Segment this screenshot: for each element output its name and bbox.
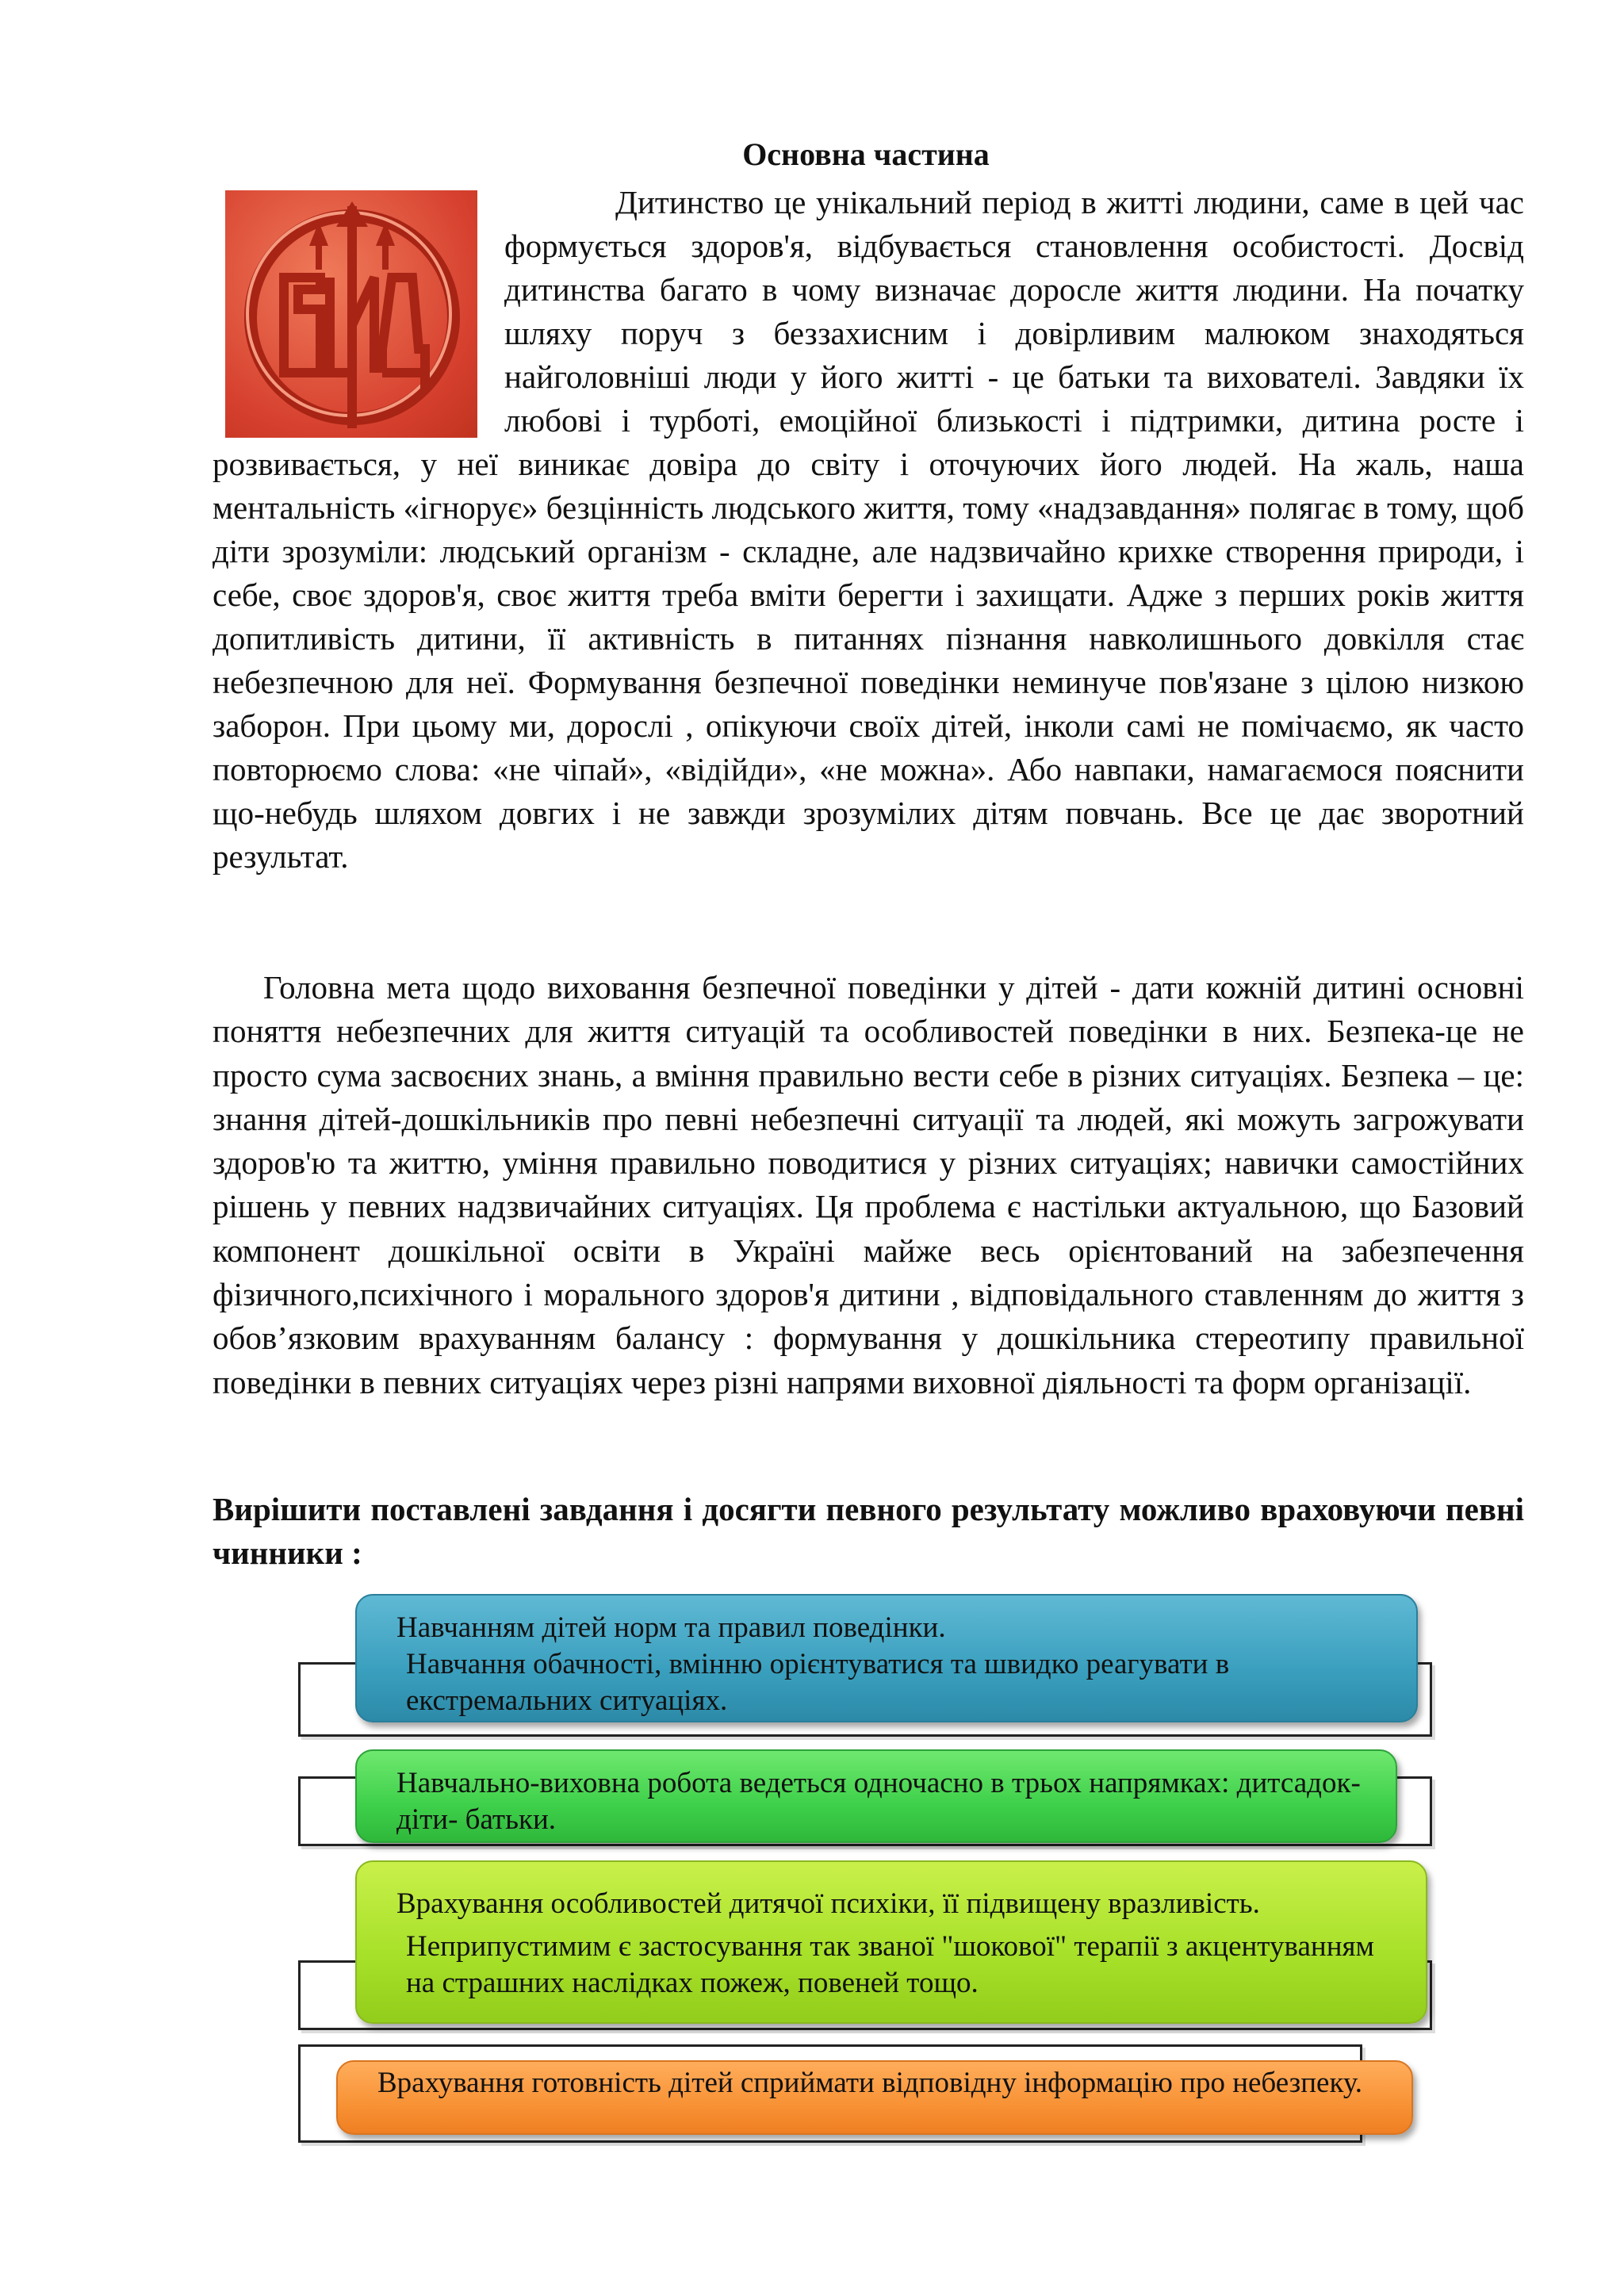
factor-box-3 <box>355 1860 1427 2024</box>
factors-lead-text: Вирішити поставлені завдання і досягти певного результату можливо враховуючи певні чинники : <box>213 1491 1524 1571</box>
section-heading: Основна частина <box>742 136 990 172</box>
intro-paragraph <box>213 181 1524 879</box>
factor-3-line-1: Врахування особливостей дитячої психіки, її підвищену вразливість. <box>396 1887 1260 1920</box>
factor-1-line-2: Навчання обачності, вмінню орієнтуватися та швидко реагувати в екстремальних ситуаціях. <box>406 1648 1230 1717</box>
factor-2-text: Навчально-виховна робота ведеться одночасно в трьох напрямках: дитсадок- діти- батьки. <box>396 1767 1361 1836</box>
main-goal-paragraph: Головна мета щодо виховання безпечної поведінки у дітей - дати кожній дитині основні поняття небезпечних для життя ситуацій та особливостей поведінки в них. Безпека-це не просто сума засвоєних знань, а вміння правильно вести себе в різних ситуаціях. Безпека – це: знання дітей-дошкільників про певні небезпечні ситуації та людей, які можуть загрожувати здоров'ю та життю, уміння правильно поводитися у різних ситуаціях; навички самостійних рішень у певних надзвичайних ситуаціях. Ця проблема є настільки актуальною, що Базовий компонент дошкільної освіти в Україні майже весь орієнтований на забезпечення фізичного,психічного і морального здоров'я дитини , відповідального ставленням до життя з обов’язковим врахуванням балансу : формування у дошкільника стереотипу правильної поведінки в певних ситуаціях через різні напрями виховної діяльності та форм організації. <box>213 969 1524 1400</box>
factor-1-line-1: Навчанням дітей норм та правил поведінки. <box>396 1611 946 1644</box>
factor-box-2 <box>355 1749 1397 1843</box>
factor-3-line-2: Неприпустимим є застосування так званої "шокової" терапії з акцентуванням на страшних наслідках пожеж, повеней тощо. <box>406 1930 1374 1999</box>
factor-box-1 <box>355 1594 1418 1722</box>
factor-4-text: Врахування готовність дітей сприймати відповідну інформацію про небезпеку. <box>377 2067 1362 2099</box>
intro-text: Дитинство це унікальний період в житті людини, саме в цей час формується здоров'я, відбувається становлення особистості. Досвід дитинства багато в чому визначає доросле життя людини. На початку шляху поруч з беззахисним і довірливим малюком знаходяться найголовніші люди у його житті - це батьки та вихователі. Завдяки їх любові і турботі, емоційної близькості і підтримки, дитина росте і розвивається, у неї виникає довіра до світу і оточуючих його людей. На жаль, наша ментальність «ігнорує» безцінність людського життя, тому «надзавдання» полягає в тому, щоб діти зрозуміли: людський організм - складне, але надзвичайно крихке створення природи, і себе, своє здоров'я, своє життя треба вміти берегти і захищати. Адже з перших років життя допитливість дитини, її активність в питаннях пізнання навколишнього довкілля стає небезпечною для неї. Формування безпечної поведінки неминуче пов'язане з цілою низкою заборон. При цьому ми, дорослі , опікуючи своїх дітей, інколи самі не помічаємо, як часто повторюємо слова: «не чіпай», «відійди», «не можна». Або навпаки, намагаємося пояснити що-небудь шляхом довгих і не завжди зрозумілих дітям повчань. Все це дає зворотний результат. <box>213 184 1524 875</box>
logo-spacer <box>213 181 504 435</box>
factor-box-4 <box>336 2060 1413 2135</box>
